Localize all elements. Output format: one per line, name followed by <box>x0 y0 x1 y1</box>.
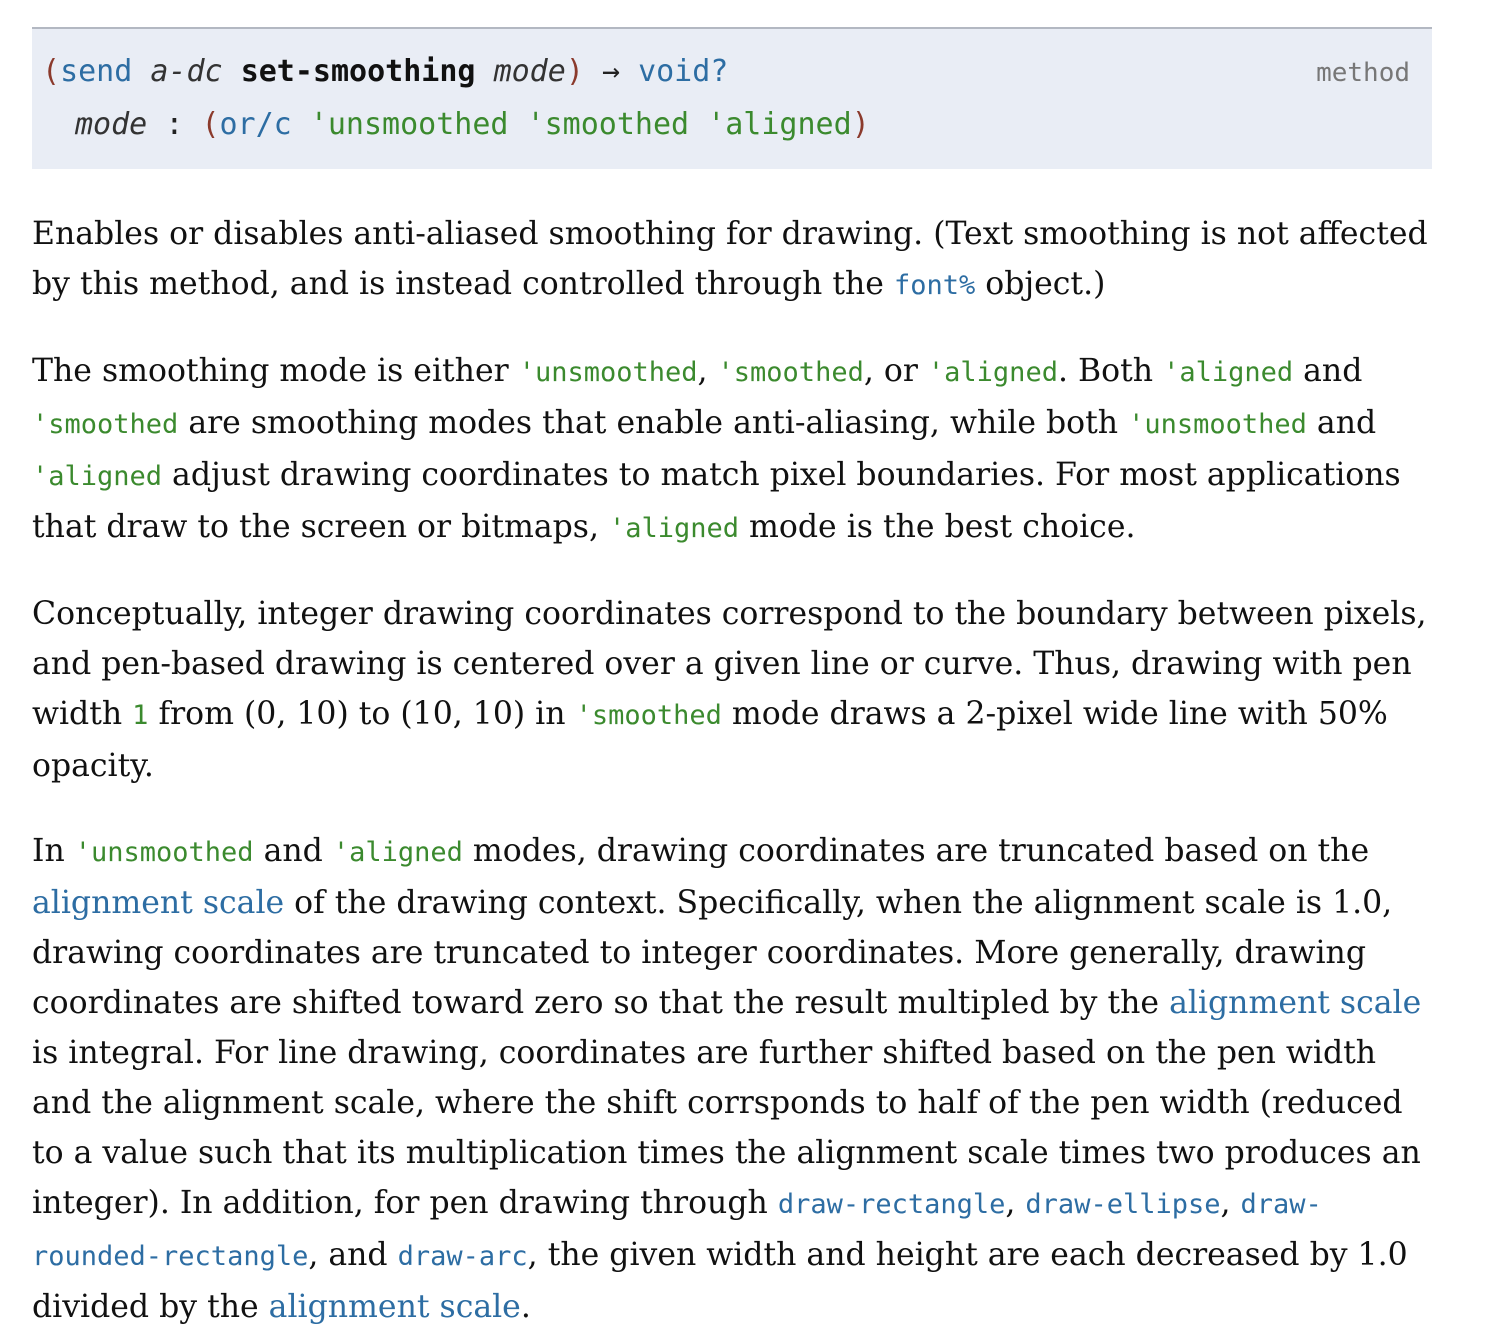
option-smoothed: 'smoothed <box>526 107 690 142</box>
arg-var: mode <box>493 54 566 89</box>
code-symbol: 'smoothed <box>32 409 179 440</box>
code-symbol: 'aligned <box>609 513 740 544</box>
text: , the given width and height are each decreased by 1.0 divided by the <box>32 1237 1408 1325</box>
draw-rounded-rectangle-link[interactable]: draw-rounded-rectangle <box>32 1189 1322 1272</box>
text: and <box>1293 353 1363 389</box>
paragraph-intro <box>32 209 1432 311</box>
option-aligned: 'aligned <box>707 107 852 142</box>
alignment-scale-link[interactable]: alignment scale <box>268 1289 521 1325</box>
text: , <box>1220 1185 1241 1221</box>
alignment-scale-link[interactable]: alignment scale <box>32 885 285 921</box>
draw-arc-link[interactable]: draw-arc <box>397 1241 528 1272</box>
code-symbol: 'unsmoothed <box>1128 409 1307 440</box>
text: The smoothing mode is either <box>32 353 519 389</box>
text: , and <box>308 1237 398 1273</box>
method-name: set-smoothing <box>240 54 476 89</box>
contract-open-paren: ( <box>201 107 220 142</box>
text: , or <box>863 353 928 389</box>
result-contract-link[interactable]: void? <box>638 54 729 89</box>
code-symbol: 'aligned <box>32 461 163 492</box>
text: . Both <box>1057 353 1164 389</box>
code-symbol: 'unsmoothed <box>518 357 698 388</box>
code-symbol: 'aligned <box>332 837 463 868</box>
text: , <box>697 353 718 389</box>
text: are smoothing modes that enable anti-aliasing, while both <box>178 405 1129 441</box>
code-number: 1 <box>132 700 149 731</box>
object-var: a-dc <box>150 54 223 89</box>
contract-arg: mode <box>75 107 148 142</box>
text: In <box>32 833 75 869</box>
draw-rectangle-link[interactable]: draw-rectangle <box>777 1189 1006 1220</box>
text: object.) <box>975 266 1106 302</box>
text: Conceptually, integer drawing coordinates correspond to the boundary between pixels, and pen-based drawing is centered over a given line or curve. Thus, drawing with pen width <box>32 596 1427 732</box>
text: mode is the best choice. <box>739 509 1136 545</box>
paragraph-modes <box>32 346 1432 554</box>
text: and <box>253 833 333 869</box>
contract-colon: : <box>165 107 184 142</box>
method-kind-label: method <box>1316 58 1410 88</box>
method-signature-box <box>32 27 1432 169</box>
text: modes, drawing coordinates are truncated based on the <box>462 833 1370 869</box>
contract-line <box>42 98 1410 151</box>
contract-close-paren: ) <box>851 107 870 142</box>
text: from (0, 10) to (10, 10) in <box>148 696 576 732</box>
code-symbol: 'aligned <box>927 357 1058 388</box>
text: adjust drawing coordinates to match pixel boundaries. For most applications that draw to the screen or bitmaps, <box>32 457 1401 545</box>
doc-page <box>32 0 1432 1332</box>
text: Enables or disables anti-aliased smoothing for drawing. (Text smoothing is not affected by this method, and is instead controlled through the <box>32 216 1428 302</box>
alignment-scale-link[interactable]: alignment scale <box>1169 985 1422 1021</box>
send-keyword[interactable]: send <box>60 54 133 89</box>
text: mode draws a 2-pixel wide line with 50% opacity. <box>32 696 1388 784</box>
signature-line <box>42 45 1410 98</box>
text: . <box>520 1289 531 1325</box>
code-symbol: 'smoothed <box>575 700 722 731</box>
arrow-icon: → <box>601 54 620 89</box>
paragraph-conceptually <box>32 589 1432 791</box>
or-c-link[interactable]: or/c <box>219 107 292 142</box>
text: is integral. For line drawing, coordinates are further shifted based on the pen width and the alignment scale, where the shift corrsponds to half of the pen width (reduced to a value such that its multiplication times the alignment scale times two produces an integer). In addition, for pen drawing through <box>32 1035 1421 1221</box>
option-unsmoothed: 'unsmoothed <box>309 107 509 142</box>
paragraph-truncation <box>32 826 1432 1332</box>
open-paren: ( <box>42 54 61 89</box>
text: , <box>1005 1185 1026 1221</box>
code-symbol: 'smoothed <box>717 357 864 388</box>
close-paren: ) <box>565 54 584 89</box>
text: of the drawing context. Specifically, when the alignment scale is 1.0, drawing coordinates are truncated to integer coordinates. More generally, drawing coordinates are shifted toward zero so that the result multipled by the <box>32 885 1393 1021</box>
font-class-link[interactable]: font% <box>893 270 976 301</box>
draw-ellipse-link[interactable]: draw-ellipse <box>1025 1189 1221 1220</box>
code-symbol: 'unsmoothed <box>74 837 254 868</box>
text: and <box>1306 405 1377 441</box>
code-symbol: 'aligned <box>1163 357 1294 388</box>
